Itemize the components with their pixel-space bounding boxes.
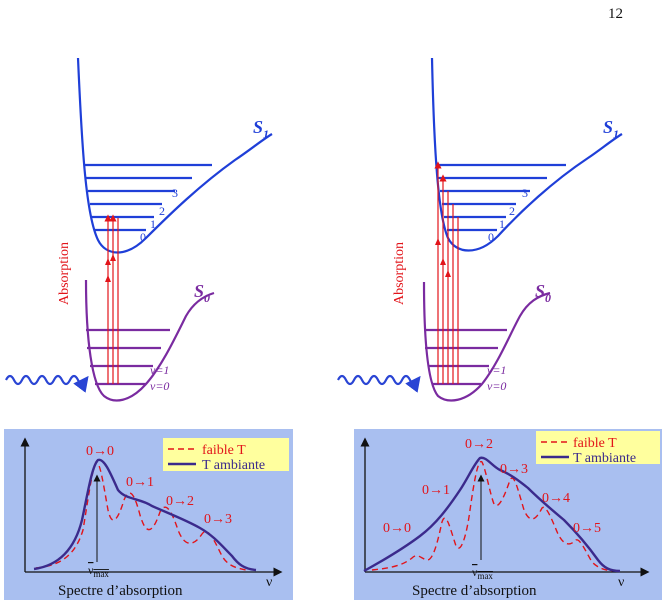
left-s0-label: $S_0$	[194, 281, 211, 305]
left-transition-arrowheads	[105, 254, 116, 282]
left-absorption-label: Absorption	[57, 242, 72, 305]
right-legend-low: faible T	[573, 436, 617, 451]
left-level-3: 3	[172, 186, 178, 200]
right-level-2: 2	[509, 204, 515, 218]
right-transition-0-5: 0→5	[573, 521, 601, 536]
right-transition-0-1: 0→1	[422, 483, 450, 498]
left-legend-ambient: T ambiante	[202, 458, 266, 473]
right-absorption-label: Absorption	[392, 242, 407, 305]
right-v1-label: v=1	[487, 363, 507, 377]
right-s0-label: $S_0$	[535, 281, 552, 305]
left-v1-label: v=1	[150, 363, 170, 377]
left-v0-label: v=0	[150, 379, 170, 393]
left-spectrum-panel	[4, 429, 293, 600]
right-transition-0-4: 0→4	[542, 491, 570, 506]
left-s1-label: $S_1$	[253, 117, 270, 141]
right-legend	[536, 431, 660, 466]
left-level-0: 0	[140, 230, 146, 244]
right-transition-0-0: 0→0	[383, 521, 411, 536]
left-s1-levels	[85, 165, 212, 230]
right-v0-label: v=0	[487, 379, 507, 393]
left-nu-max-label: $\nu_{max}$	[88, 563, 109, 579]
left-transition-0-3: 0→3	[204, 512, 232, 527]
left-photon-wavy-arrow-icon	[6, 376, 84, 384]
left-transition-0-1: 0→1	[126, 475, 154, 490]
right-photon-wavy-arrow-icon	[338, 376, 416, 384]
right-spectrum-panel	[354, 429, 662, 600]
left-s1-potential-curve	[78, 58, 272, 253]
left-spectrum-caption: Spectre d’absorption	[58, 583, 183, 599]
left-x-axis-label: ν	[266, 575, 273, 590]
right-transition-0-2: 0→2	[465, 437, 493, 452]
right-level-0: 0	[488, 230, 494, 244]
left-transition-0-0: 0→0	[86, 444, 114, 459]
left-level-2: 2	[159, 204, 165, 218]
right-spectrum-caption: Spectre d’absorption	[412, 583, 537, 599]
left-legend	[163, 438, 289, 473]
left-energy-diagram	[6, 58, 272, 400]
right-energy-diagram	[338, 58, 622, 400]
right-level-1: 1	[499, 217, 505, 231]
right-level-3: 3	[522, 186, 528, 200]
right-x-axis-label: ν	[618, 575, 625, 590]
right-transition-0-3: 0→3	[500, 462, 528, 477]
left-transition-0-2: 0→2	[166, 494, 194, 509]
left-legend-low: faible T	[202, 443, 246, 458]
right-nu-max-label: $\nu_{max}$	[472, 565, 493, 581]
page-number: 12	[608, 6, 623, 22]
right-s1-label: $S_1$	[603, 117, 620, 141]
right-legend-ambient: T ambiante	[573, 451, 637, 466]
left-level-1: 1	[150, 217, 156, 231]
right-s1-potential-curve	[432, 58, 622, 251]
left-transition-arrows	[108, 218, 118, 384]
